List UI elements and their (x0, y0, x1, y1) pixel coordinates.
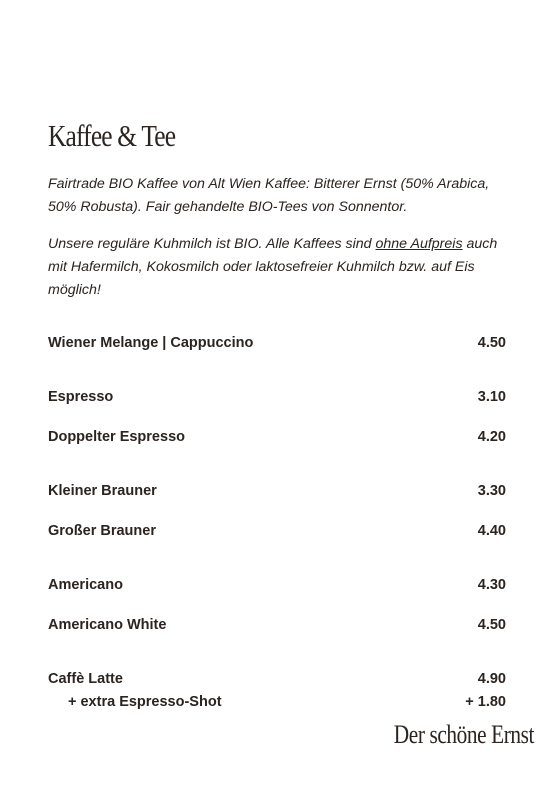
menu-item-name: Kleiner Brauner (48, 483, 157, 499)
menu-item-name: Espresso (48, 389, 114, 405)
page-title: Kaffee & Tee (48, 118, 176, 153)
menu-item (48, 520, 506, 542)
milk-note-start: Unsere reguläre Kuhmilch ist BIO. Alle Kaffees sind (48, 236, 376, 252)
menu-item (48, 574, 506, 596)
menu-item-price: 4.50 (477, 617, 506, 633)
menu-item-price: 3.30 (477, 483, 506, 499)
menu-item-name: Großer Brauner (48, 523, 156, 539)
milk-note-underlined: ohne Aufpreis (375, 236, 463, 252)
menu-item-price: 3.10 (477, 389, 506, 405)
menu-item (48, 386, 506, 408)
menu-item-name: Americano (48, 577, 123, 593)
menu-item-price: 4.90 (477, 671, 506, 687)
menu-item (48, 332, 506, 354)
milk-note-end: auch mit Hafermilch, Kokosmilch oder laktosefreier Kuhmilch bzw. auf Eis möglich! (48, 236, 498, 298)
menu-item-name: Wiener Melange | Cappuccino (48, 335, 254, 351)
menu-item (48, 426, 506, 448)
menu-item (48, 668, 506, 690)
menu-item-name: Doppelter Espresso (48, 429, 185, 445)
brand-logo: Der schöne Ernst (393, 720, 534, 749)
menu-item-price: 4.50 (477, 335, 506, 351)
menu-item (48, 480, 506, 502)
menu-item-name: + extra Espresso-Shot (68, 694, 222, 710)
intro-text-1: Fairtrade BIO Kaffee von Alt Wien Kaffee: Bitterer Ernst (50% Arabica, 50% Robusta). Fair gehandelte BIO-Tees von Sonnentor. (48, 176, 490, 215)
menu-item-name: Americano White (48, 617, 167, 633)
intro-text (48, 173, 518, 219)
menu-item-price: 4.40 (477, 523, 506, 539)
milk-note (48, 233, 518, 302)
menu-item-price: + 1.80 (465, 694, 506, 710)
menu-item-price: 4.30 (477, 577, 506, 593)
menu-item-name: Caffè Latte (48, 671, 123, 687)
menu-item-extra (68, 691, 506, 713)
menu-item (48, 614, 506, 636)
menu-item-price: 4.20 (477, 429, 506, 445)
